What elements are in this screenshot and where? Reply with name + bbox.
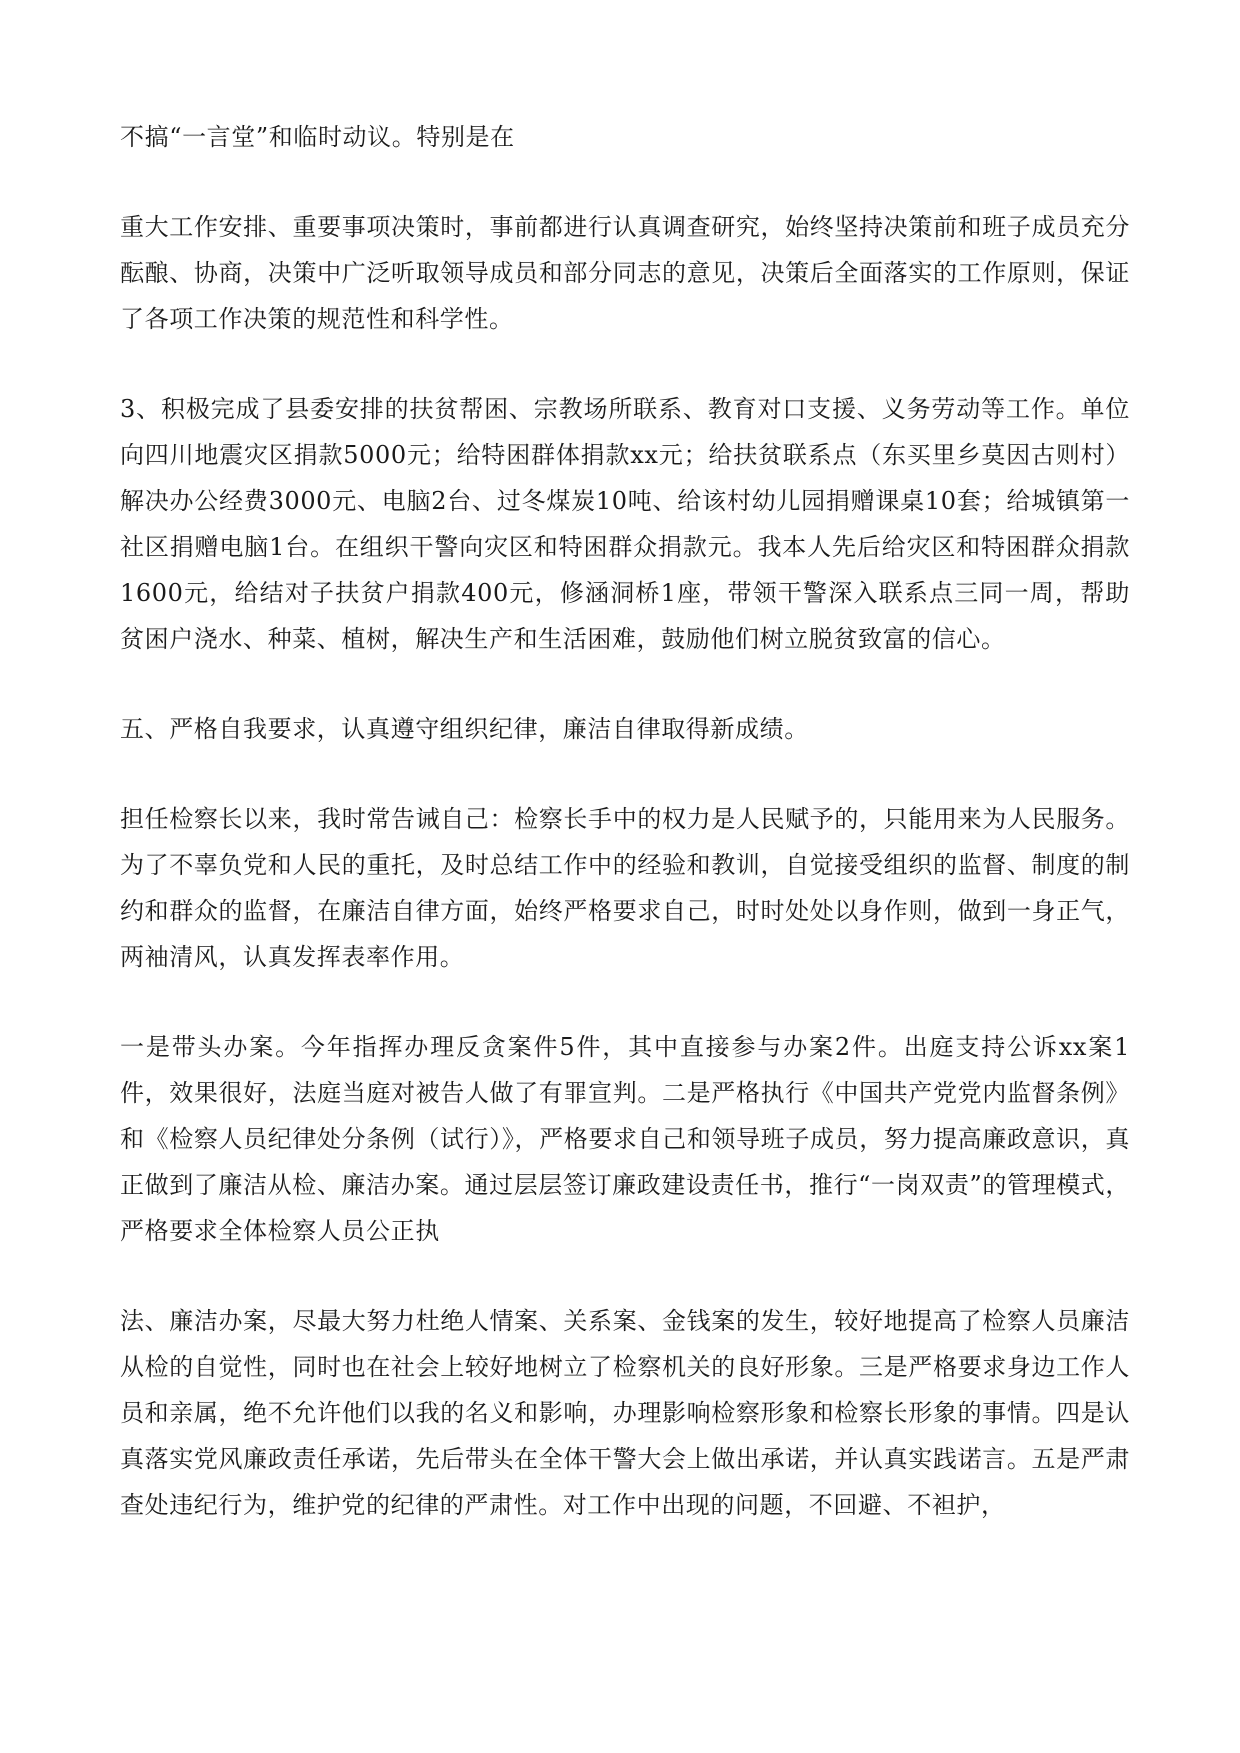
- paragraph-1: 不搞“一言堂”和临时动议。特别是在: [120, 123, 515, 151]
- section-heading-5: 五、严格自我要求，认真遵守组织纪律，廉洁自律取得新成绩。: [120, 715, 809, 743]
- paragraph-7: 法、廉洁办案，尽最大努力杜绝人情案、关系案、金钱案的发生，较好地提高了检察人员廉洁从检的自觉性，同时也在社会上较好地树立了检察机关的良好形象。三是严格要求身边工作人员和亲属，绝不允许他们以我的名义和影响，办理影响检察形象和检察长形象的事情。四是认真落实党风廉政责任承诺，先后带头在全体干警大会上做出承诺，并认真实践诺言。五是严肃查处违纪行为，维护党的纪律的严肃性。对工作中出现的问题，不回避、不袒护，: [120, 1307, 1130, 1519]
- document-page: [120, 114, 1130, 1528]
- paragraph-3: 3、积极完成了县委安排的扶贫帮困、宗教场所联系、教育对口支援、义务劳动等工作。单位向四川地震灾区捐款5000元；给特困群体捐款xx元；给扶贫联系点（东买里乡莫因古则村）解决办公经费3000元、电脑2台、过冬煤炭10吨、给该村幼儿园捐赠课桌10套；给城镇第一社区捐赠电脑1台。在组织干警向灾区和特困群众捐款元。我本人先后给灾区和特困群众捐款1600元，给结对子扶贫户捐款400元，修涵洞桥1座，带领干警深入联系点三同一周，帮助贫困户浇水、种菜、植树，解决生产和生活困难，鼓励他们树立脱贫致富的信心。: [120, 395, 1130, 653]
- paragraph-5: 担任检察长以来，我时常告诫自己：检察长手中的权力是人民赋予的，只能用来为人民服务。为了不辜负党和人民的重托，及时总结工作中的经验和教训，自觉接受组织的监督、制度的制约和群众的监督，在廉洁自律方面，始终严格要求自己，时时处处以身作则，做到一身正气，两袖清风，认真发挥表率作用。: [120, 805, 1130, 971]
- paragraph-6: 一是带头办案。今年指挥办理反贪案件5件，其中直接参与办案2件。出庭支持公诉xx案1件，效果很好，法庭当庭对被告人做了有罪宣判。二是严格执行《中国共产党党内监督条例》和《检察人员纪律处分条例（试行）》，严格要求自己和领导班子成员，努力提高廉政意识，真正做到了廉洁从检、廉洁办案。通过层层签订廉政建设责任书，推行“一岗双责”的管理模式，严格要求全体检察人员公正执: [120, 1033, 1130, 1245]
- paragraph-2: 重大工作安排、重要事项决策时，事前都进行认真调查研究，始终坚持决策前和班子成员充分酝酿、协商，决策中广泛听取领导成员和部分同志的意见，决策后全面落实的工作原则，保证了各项工作决策的规范性和科学性。: [120, 213, 1130, 333]
